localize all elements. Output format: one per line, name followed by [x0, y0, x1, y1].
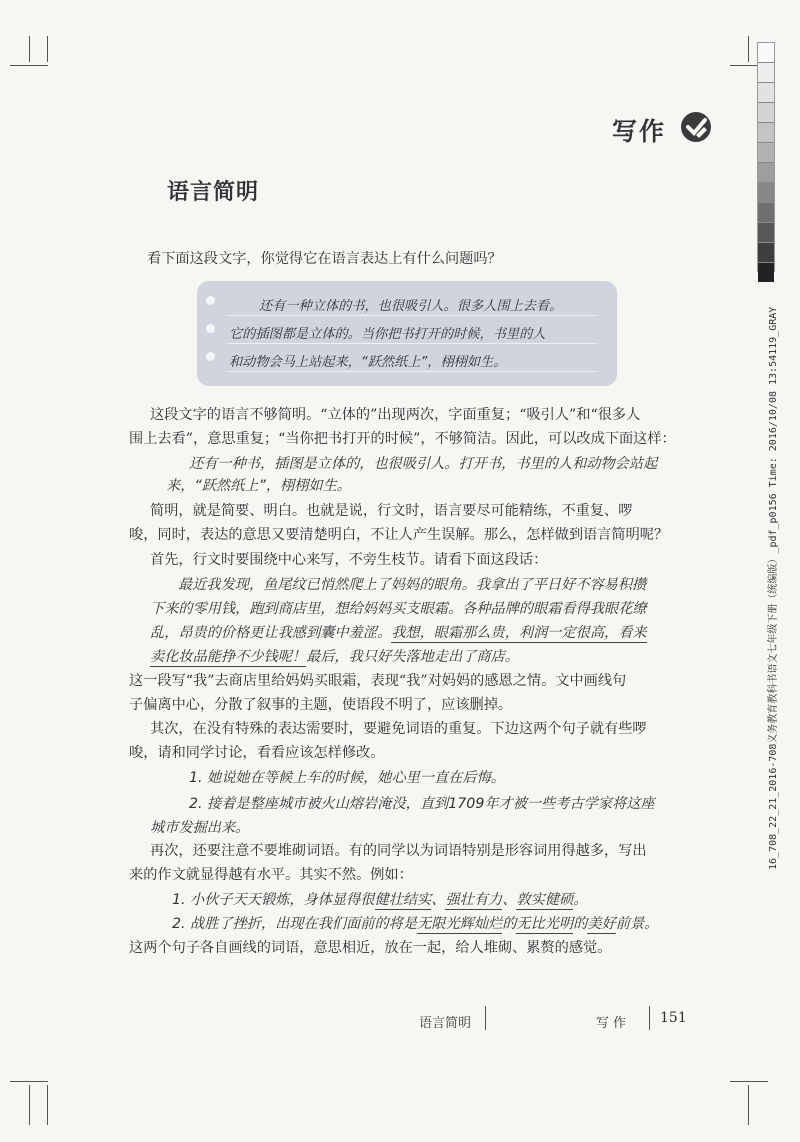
example-text: 乱，昂贵的价格更让我感到囊中羞涩。 [150, 625, 392, 641]
crop-mark-top-left-h [10, 65, 48, 66]
first-point-intro: 首先，行文时要围绕中心来写，不旁生枝节。请看下面这段话： [150, 552, 548, 568]
example-text: 、 [431, 892, 446, 908]
example-line [150, 622, 695, 644]
sample-line: 它的插图都是立体的。当你把书打开的时候，书里的人 [229, 327, 546, 342]
analysis-line: 这段文字的语言不够简明。“立体的”出现两次，字面重复；“吸引人”和“很多人 [150, 407, 641, 423]
definition-line: 唆，同时，表达的意思又要清楚明白，不让人产生误解。那么，怎样做到语言简明呢？ [129, 527, 669, 543]
example-sentence-1 [172, 889, 692, 911]
sentence-2: 2. 接着是整座城市被火山熔岩淹没，直到1709年才被一些考古学家将这座 [189, 796, 655, 812]
bullet-icon [206, 352, 215, 361]
crop-mark-bottom-left-h [10, 1081, 48, 1082]
crop-mark-top-left-v1 [29, 36, 30, 62]
definition-line: 简明，就是简要、明白。也就是说，行文时，语言要尽可能精练，不重复、啰 [150, 503, 633, 519]
sentence-1: 1. 她说她在等候上车的时候，她心里一直在后悔。 [189, 770, 505, 786]
third-point-line: 来的作文就显得越有水平。其实不然。例如： [129, 867, 413, 883]
underlined-word: 无限光辉灿烂 [417, 916, 503, 932]
bullet-icon [206, 296, 215, 305]
sentence-2-cont: 城市发掘出来。 [150, 820, 250, 836]
footer-section-name: 写作 [596, 1016, 631, 1031]
pencil-check-icon [680, 111, 712, 143]
example-line: 最近我发现，鱼尾纹已悄然爬上了妈妈的眼角。我拿出了平日好不容易积攒 [178, 577, 647, 593]
section-title: 写作 [612, 117, 667, 146]
example-text: 、 [502, 892, 517, 908]
revised-line: 还有一种书，插图是立体的，也很吸引人。打开书，书里的人和动物会站起 [189, 456, 658, 472]
underlined-sentence: 卖化妆品能挣不少钱呢！ [150, 649, 307, 665]
example-text: 2. 战胜了挫折，出现在我们面前的将是 [172, 916, 418, 932]
example-line [150, 646, 695, 668]
crop-mark-top-right-v [748, 36, 749, 62]
analysis-line: 围上去看”，意思重复；“当你把书打开的时候”，不够简洁。因此，可以改成下面这样： [129, 431, 676, 447]
underlined-word: 美好 [587, 916, 616, 932]
crop-mark-top-left-v2 [47, 36, 48, 62]
underlined-word: 强壮有力 [445, 892, 503, 908]
revised-line: 来，“跃然纸上”，栩栩如生。 [166, 478, 351, 494]
example-text: 1. 小伙子天天锻炼，身体显得很 [172, 892, 375, 908]
side-print-code: 16_708_22_21_2016-708义务教育教科书语文七年级下册（统编版）_pdf_p0156 Time: 2016/10/08 13:54119_GRAY [768, 306, 779, 870]
footer-lesson-name: 语言简明 [419, 1016, 472, 1031]
example-text: 。 [573, 892, 588, 908]
second-point-line: 唆，请和同学讨论，看看应该怎样修改。 [129, 745, 385, 761]
page-number: 151 [660, 1010, 687, 1026]
example-text: 的 [502, 916, 517, 932]
comment-line: 这一段写“我”去商店里给妈妈买眼霜，表现“我”对妈妈的感恩之情。文中画线句 [129, 673, 627, 689]
example-text: 最后，我只好失落地走出了商店。 [306, 649, 519, 665]
lesson-title: 语言简明 [167, 179, 260, 205]
underlined-word: 敦实健硕 [516, 892, 574, 908]
example-sentence-2 [172, 913, 697, 935]
sample-passage-box [197, 281, 617, 386]
bullet-icon [206, 324, 215, 333]
second-point-line: 其次，在没有特殊的表达需要时，要避免词语的重复。下边这两个句子就有些啰 [150, 721, 647, 737]
sample-line: 和动物会马上站起来，“跃然纸上”，栩栩如生。 [229, 355, 507, 370]
example-line: 下来的零用钱，跑到商店里，想给妈妈买支眼霜。各种品牌的眼霜看得我眼花缭 [150, 601, 647, 617]
crop-mark-bottom-left-v2 [47, 1085, 48, 1125]
conclusion-line: 这两个句子各自画线的词语，意思相近，放在一起，给人堆砌、累赘的感觉。 [129, 940, 612, 956]
grayscale-calibration-bar [757, 42, 775, 272]
example-text: 前景。 [615, 916, 659, 932]
sample-line: 还有一种立体的书，也很吸引人。很多人围上去看。 [259, 299, 563, 314]
underlined-word: 无比光明 [516, 916, 574, 932]
intro-question: 看下面这段文字，你觉得它在语言表达上有什么问题吗？ [147, 251, 502, 267]
crop-mark-bottom-left-v1 [29, 1085, 30, 1125]
footer-divider [485, 1006, 486, 1030]
third-point-line: 再次，还要注意不要堆砌词语。有的同学以为词语特别是形容词用得越多，写出 [150, 843, 647, 859]
comment-line: 子偏离中心，分散了叙事的主题，使语段不明了，应该删掉。 [129, 697, 513, 713]
crop-mark-bottom-right-h [730, 1081, 768, 1082]
underlined-word: 健壮结实 [374, 892, 432, 908]
example-text: 的 [573, 916, 588, 932]
crop-mark-bottom-right-v [748, 1085, 749, 1125]
footer-divider [649, 1006, 650, 1030]
underlined-sentence: 我想，眼霜那么贵，利润一定很高，看来 [391, 625, 647, 641]
